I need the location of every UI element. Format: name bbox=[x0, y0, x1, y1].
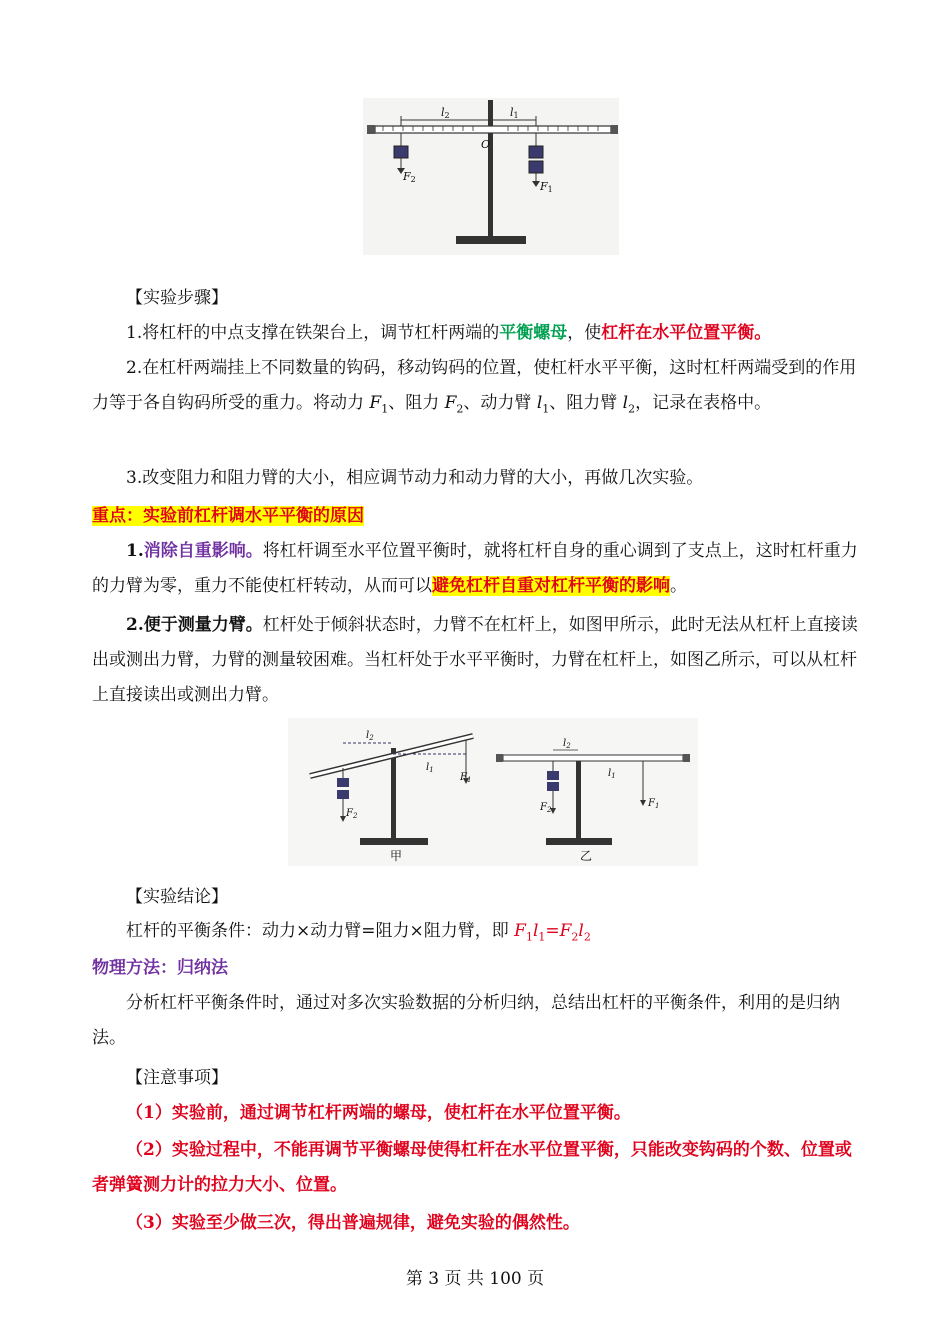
svg-text:F2: $F_2$ bbox=[540, 802, 552, 814]
svg-text:l2: $l_2$ bbox=[366, 730, 374, 742]
svg-text:F1: $F_1$ bbox=[648, 798, 660, 810]
notes-heading: 【注意事项】 bbox=[126, 1068, 228, 1088]
lever-comparison-figure bbox=[288, 718, 698, 866]
note-3: （3）实验至少做三次，得出普遍规律，避免实验的偶然性。 bbox=[126, 1213, 580, 1233]
caption-jia: 甲 bbox=[390, 849, 403, 863]
svg-text:F2: F2 bbox=[403, 170, 416, 184]
keypoint-1: 1.消除自重影响。将杠杆调至水平位置平衡时，就将杠杆自身的重心调到了支点上，这时杠杆重力的力臂为零，重力不能使杠杆转动，从而可以避免杠杆自重对杠杆平衡的影响。 bbox=[92, 541, 858, 596]
keypoint-heading: 重点：实验前杠杆调水平平衡的原因 bbox=[92, 506, 364, 526]
svg-text:F2: $F_2$ bbox=[346, 808, 358, 820]
conclusion-text: 杠杆的平衡条件：动力×动力臂=阻力×阻力臂，即 $F_1l_1=F_2l_2$ bbox=[126, 921, 591, 944]
svg-text:F1: F1 bbox=[540, 180, 553, 194]
step-3: 3.改变阻力和阻力臂的大小，相应调节动力和动力臂的大小，再做几次实验。 bbox=[126, 468, 704, 488]
label-F2: F bbox=[403, 170, 411, 183]
svg-text:F1: $F_1$ bbox=[460, 772, 472, 784]
label-F1: F bbox=[540, 180, 548, 193]
note-2: （2）实验过程中，不能再调节平衡螺母使得杠杆在水平位置平衡，只能改变钩码的个数、位置或者弹簧测力计的拉力大小、位置。 bbox=[92, 1140, 852, 1195]
label-l2: l bbox=[441, 106, 445, 119]
method-text: 分析杠杆平衡条件时，通过对多次实验数据的分析归纳，总结出杠杆的平衡条件，利用的是归纳法。 bbox=[92, 993, 840, 1048]
svg-text:l1: l1 bbox=[510, 106, 519, 120]
svg-text:l2: $l_2$ bbox=[563, 738, 571, 750]
label-pivot-O: O bbox=[481, 138, 491, 151]
label-l1: l bbox=[510, 106, 514, 119]
caption-yi: 乙 bbox=[580, 849, 593, 863]
balance-formula: $F_1l_1=F_2l_2$ bbox=[514, 921, 591, 944]
method-heading: 物理方法：归纳法 bbox=[92, 958, 228, 978]
steps-heading: 【实验步骤】 bbox=[126, 288, 228, 308]
svg-text:l1: $l_1$ bbox=[608, 768, 616, 780]
lever-figure bbox=[363, 98, 619, 255]
step-2: 2.在杠杆两端挂上不同数量的钩码，移动钩码的位置，使杠杆水平平衡，这时杠杆两端受到的作用力等于各自钩码所受的重力。将动力 $F_1$、阻力 $F_2$、动力臂 $l_1$、阻力臂 $l_2$，记录在表格中。 bbox=[92, 358, 857, 416]
svg-text:l1: $l_1$ bbox=[426, 762, 434, 774]
page-footer: 第 3 页 共 100 页 bbox=[405, 1269, 545, 1289]
step-1: 1.将杠杆的中点支撑在铁架台上，调节杠杆两端的平衡螺母，使杠杆在水平位置平衡。 bbox=[126, 323, 772, 343]
keypoint-2: 2.便于测量力臂。杠杆处于倾斜状态时，力臂不在杠杆上，如图甲所示，此时无法从杠杆上直接读出或测出力臂，力臂的测量较困难。当杠杆处于水平平衡时，力臂在杠杆上，如图乙所示，可以从杠杆上直接读出或测出力臂。 bbox=[92, 615, 858, 705]
conclusion-heading: 【实验结论】 bbox=[126, 887, 228, 907]
svg-text:l2: l2 bbox=[441, 106, 450, 120]
note-1: （1）实验前，通过调节杠杆两端的螺母，使杠杆在水平位置平衡。 bbox=[126, 1103, 631, 1123]
